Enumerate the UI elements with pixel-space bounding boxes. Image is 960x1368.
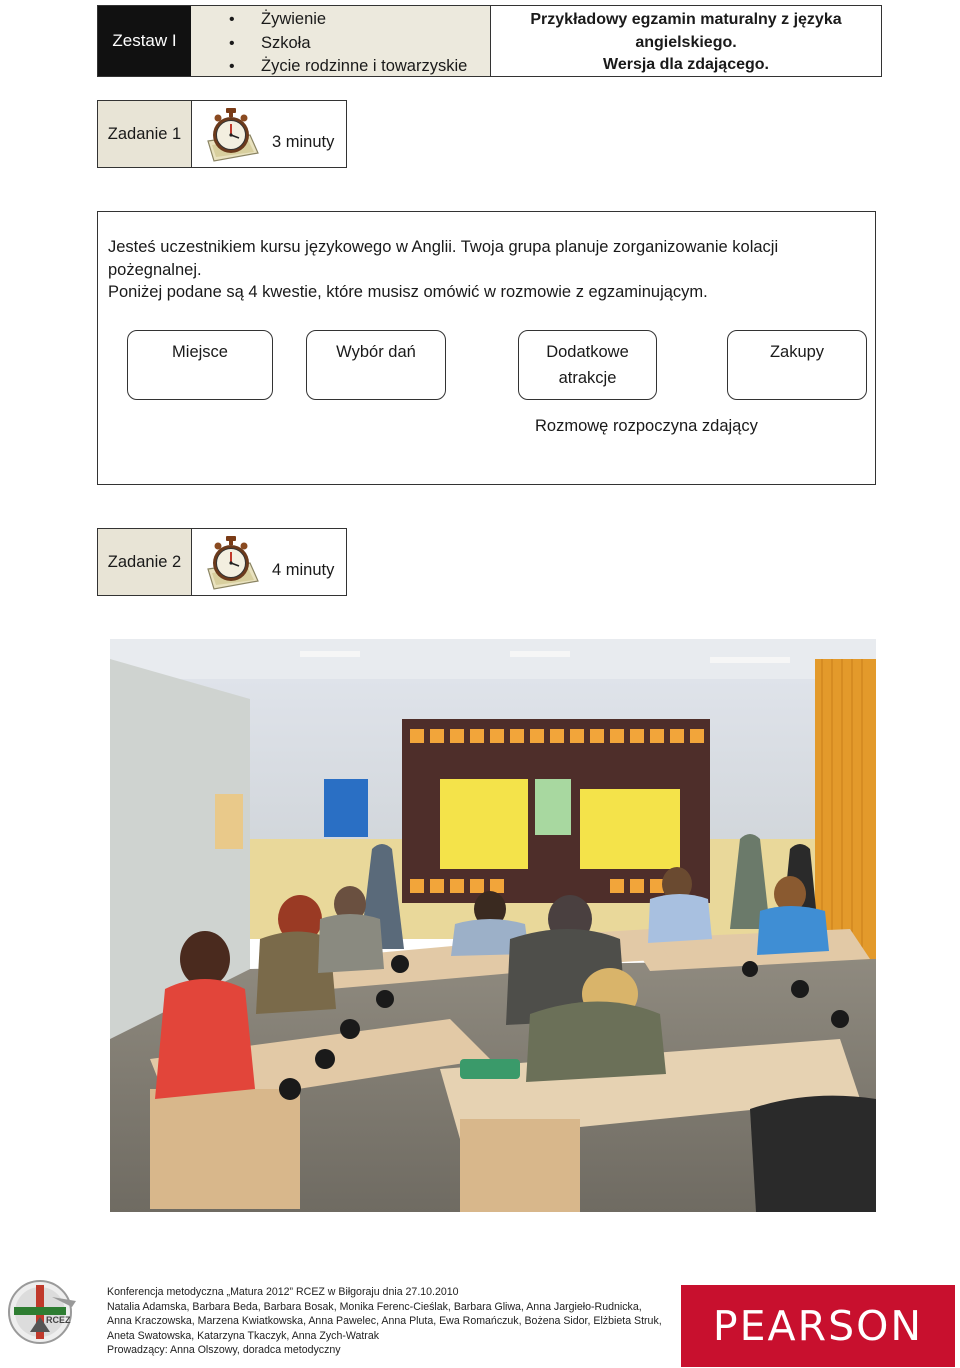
instruction-line: Poniżej podane są 4 kwestie, które musisz omówić w rozmowie z egzaminującym. (108, 283, 708, 301)
topics-cell (191, 6, 491, 76)
stopwatch-icon (192, 529, 272, 595)
exam-title-line: Wersja dla zdającego. (603, 56, 769, 73)
topic-box-shopping: Zakupy (727, 330, 867, 400)
task1-duration: 3 minuty (272, 133, 335, 151)
topic-item: • Szkoła (229, 32, 490, 56)
exam-title-line: Przykładowy egzamin maturalny z języka (530, 11, 842, 28)
topic-box-place: Miejsce (127, 330, 273, 400)
task2-label: Zadanie 2 (98, 529, 192, 595)
credits-line: Anna Kraczowska, Marzena Kwiatkowska, Anna Pawelec, Anna Pluta, Ewa Romańczuk, Bożena Sidor, Elżbieta Struk, (107, 1315, 662, 1328)
pearson-wordmark: PEARSON (712, 1302, 924, 1350)
exam-title-line: angielskiego. (635, 33, 737, 51)
conversation-starter-note: Rozmowę rozpoczyna zdający (535, 417, 758, 435)
credits-line: Konferencja metodyczna „Matura 2012” RCEZ w Biłgoraju dnia 27.10.2010 (107, 1286, 459, 1298)
instruction-line: pożegnalnej. (108, 260, 202, 279)
exam-header (97, 5, 882, 77)
task2-duration: 4 minuty (272, 561, 335, 579)
pearson-logo (681, 1285, 955, 1367)
stopwatch-icon (192, 101, 272, 167)
task2-header (97, 528, 347, 596)
topic-item: • Żywienie (229, 8, 490, 32)
topic-item: • Życie rodzinne i towarzyskie (229, 55, 490, 79)
topics-list (191, 8, 490, 79)
exam-title (491, 6, 881, 76)
task1-content (97, 211, 876, 485)
set-label: Zestaw I (98, 6, 191, 76)
topic-box-dishes: Wybór dań (306, 330, 446, 400)
credits-line: Aneta Swatowska, Katarzyna Tkaczyk, Anna Zych-Watrak (107, 1329, 380, 1342)
topic-box-attractions: Dodatkowe atrakcje (518, 330, 657, 400)
instruction-line: Jesteś uczestnikiem kursu językowego w Anglii. Twoja grupa planuje zorganizowanie kolacji (108, 238, 779, 256)
credits-line: Prowadzący: Anna Olszowy, doradca metodyczny (107, 1344, 341, 1357)
conference-credits (107, 1285, 677, 1358)
task1-instructions (108, 236, 858, 304)
rcez-logo-text: RCEZ (46, 1315, 71, 1325)
credits-line: Natalia Adamska, Barbara Beda, Barbara Bosak, Monika Ferenc-Cieślak, Barbara Gliwa, Anna Jargieło-Rudnicka, (107, 1300, 642, 1313)
rcez-logo (6, 1277, 92, 1347)
task1-label: Zadanie 1 (98, 101, 192, 167)
task1-header (97, 100, 347, 168)
classroom-photo (110, 639, 876, 1212)
